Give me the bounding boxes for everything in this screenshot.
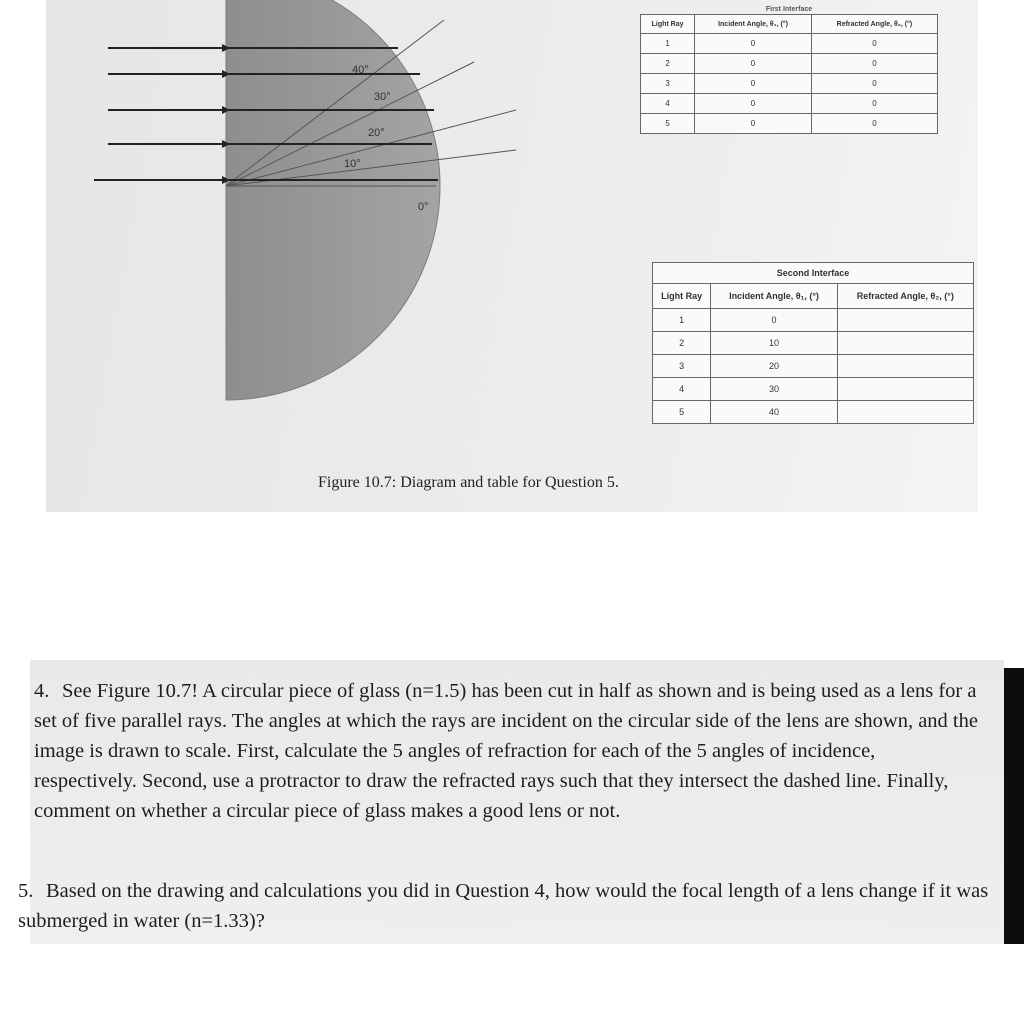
- angle-label-0: 0°: [418, 201, 429, 213]
- table-row: [641, 54, 938, 74]
- cell-incident: 0: [695, 54, 812, 74]
- question-5: [18, 876, 1008, 936]
- cell-incident: 0: [695, 114, 812, 134]
- cell-incident: 0: [695, 34, 812, 54]
- figure-photo: [46, 0, 978, 512]
- cell-refracted: 0: [811, 114, 937, 134]
- table-row: [641, 74, 938, 94]
- cell-ray: 5: [641, 114, 695, 134]
- table-row: [653, 332, 974, 355]
- second-interface-table: [652, 262, 974, 424]
- cell-incident: 0: [695, 94, 812, 114]
- header-incident-angle: Incident Angle, θ₁, (°): [695, 15, 812, 34]
- cell-refracted: 0: [811, 34, 937, 54]
- angle-label-20: 20°: [368, 127, 385, 139]
- header-refracted-angle: Refracted Angle, θ₂, (°): [811, 15, 937, 34]
- angle-label-40: 40°: [352, 64, 369, 76]
- question-4: [34, 676, 982, 826]
- cell-ray: 3: [641, 74, 695, 94]
- cell-refracted: [837, 401, 973, 424]
- cell-refracted: 0: [811, 94, 937, 114]
- cell-ray: 5: [653, 401, 711, 424]
- cell-incident: 0: [711, 309, 837, 332]
- cell-refracted: [837, 378, 973, 401]
- cell-refracted: [837, 309, 973, 332]
- cell-ray: 1: [641, 34, 695, 54]
- cell-ray: 1: [653, 309, 711, 332]
- table-row: [641, 94, 938, 114]
- cell-ray: 2: [641, 54, 695, 74]
- cell-refracted: [837, 332, 973, 355]
- figure-caption: Figure 10.7: Diagram and table for Question 5.: [318, 474, 619, 491]
- table-row: [641, 114, 938, 134]
- cell-ray: 4: [653, 378, 711, 401]
- cell-incident: 30: [711, 378, 837, 401]
- table-row: [653, 401, 974, 424]
- question-number: 4.: [34, 680, 50, 702]
- header-light-ray: Light Ray: [641, 15, 695, 34]
- cell-refracted: [837, 355, 973, 378]
- cell-incident: 40: [711, 401, 837, 424]
- question-number: 5.: [18, 880, 34, 902]
- cell-incident: 0: [695, 74, 812, 94]
- second-interface-title: Second Interface: [653, 263, 974, 284]
- angle-label-30: 30°: [374, 91, 391, 103]
- question-text: See Figure 10.7! A circular piece of glass (n=1.5) has been cut in half as shown and is being used as a lens for a set of five parallel rays. The angles at which the rays are incident on the circular side of the lens are shown, and the image is drawn to scale. First, calculate the 5 angles of refraction for each of the 5 angles of incidence, respectively. Second, use a protractor to draw the refracted rays such that they intersect the dashed line. Finally, comment on whether a circular piece of glass makes a good lens or not.: [34, 680, 978, 822]
- table-row: [641, 34, 938, 54]
- cell-ray: 2: [653, 332, 711, 355]
- header-light-ray: Light Ray: [653, 284, 711, 309]
- header-refracted-angle: Refracted Angle, θ₂, (°): [837, 284, 973, 309]
- cell-incident: 20: [711, 355, 837, 378]
- cell-refracted: 0: [811, 54, 937, 74]
- header-incident-angle: Incident Angle, θ₁, (°): [711, 284, 837, 309]
- table-row: [653, 378, 974, 401]
- table-row: [653, 309, 974, 332]
- lens-shape: [226, 0, 440, 400]
- table-row: [653, 355, 974, 378]
- angle-label-10: 10°: [344, 158, 361, 170]
- first-interface-title: First Interface: [765, 6, 813, 13]
- cell-ray: 3: [653, 355, 711, 378]
- question-text: Based on the drawing and calculations you did in Question 4, how would the focal length of a lens change if it was submerged in water (n=1.33)?: [18, 880, 989, 932]
- first-interface-table: [640, 6, 938, 134]
- cell-incident: 10: [711, 332, 837, 355]
- cell-refracted: 0: [811, 74, 937, 94]
- cell-ray: 4: [641, 94, 695, 114]
